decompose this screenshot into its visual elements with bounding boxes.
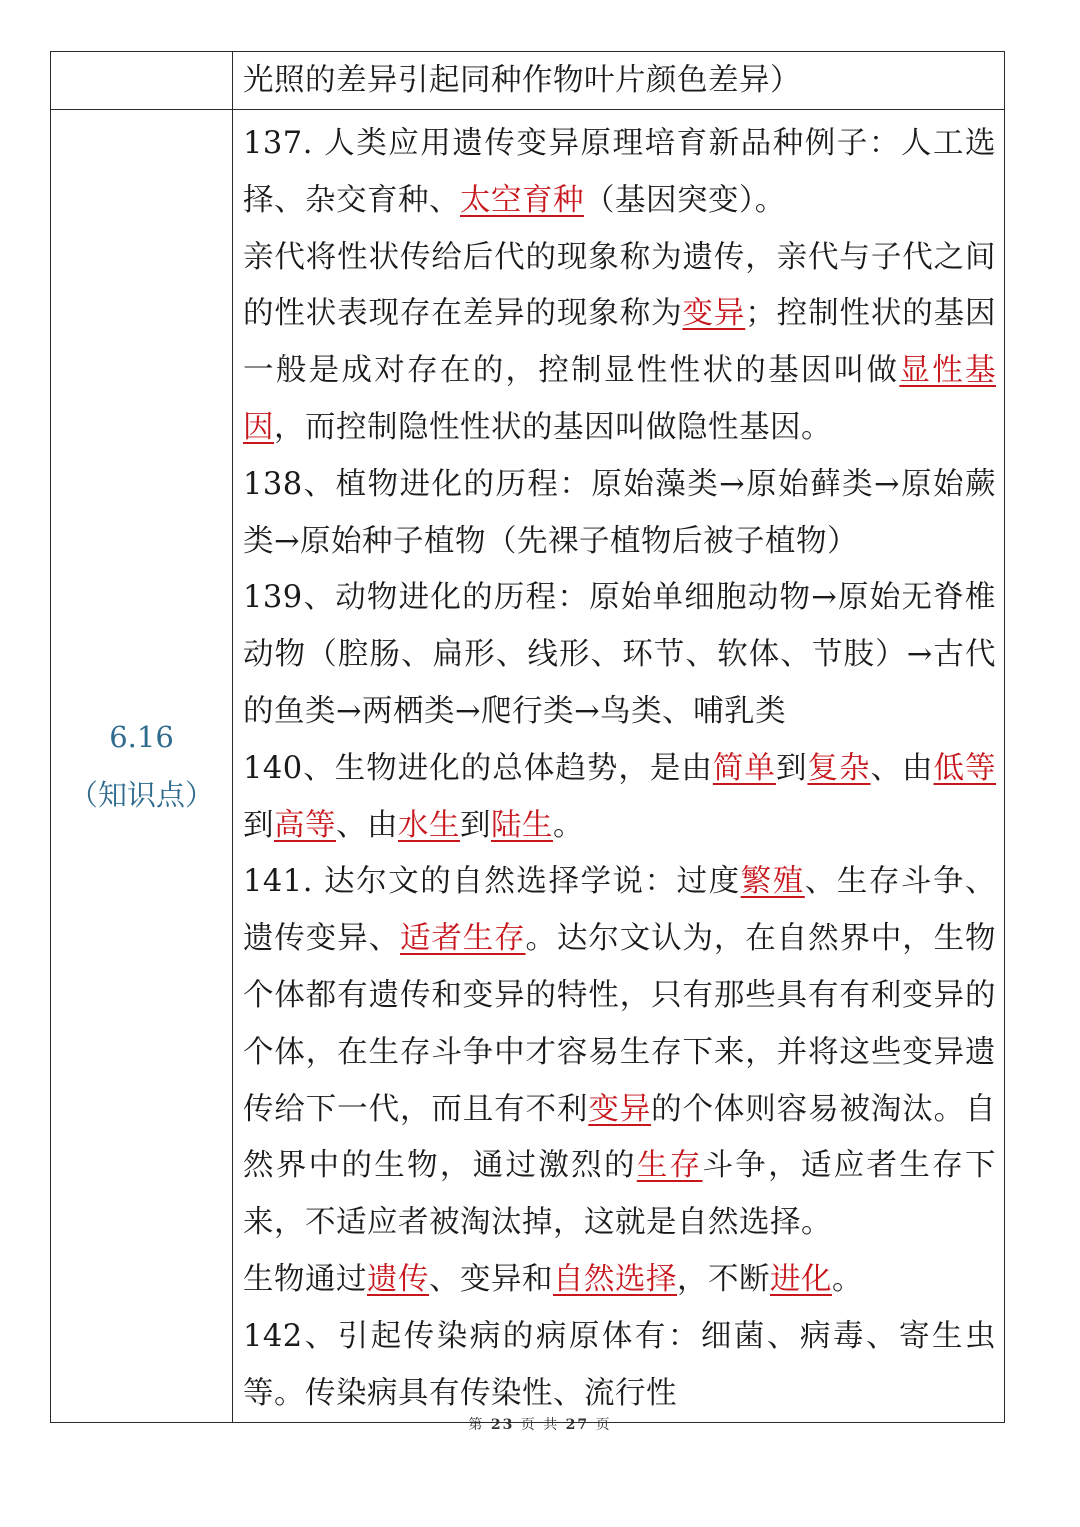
highlight: 繁殖 xyxy=(740,864,805,900)
point-141: 141. 达尔文的自然选择学说：过度繁殖、生存斗争、遗传变异、适者生存。达尔文认为，在自然界中，生物个体都有遗传和变异的特性，只有那些具有有利变异的个体，在生存斗争中才容易生存下来，并将这些变异遗传给下一代，而且有不利变异的个体则容易被淘汰。自然界中的生物，通过激烈的生存斗争，适应者生存下来，不适应者被淘汰掉，这就是自然选择。 xyxy=(243,864,997,1241)
point-137: 137. 人类应用遗传变异原理培育新品种例子：人工选择、杂交育种、太空育种（基因突变）。 xyxy=(243,126,996,218)
point-139: 139、动物进化的历程：原始单细胞动物→原始无脊椎动物（腔肠、扁形、线形、环节、软体、节肢）→古代的鱼类→两栖类→爬行类→鸟类、哺乳类 xyxy=(243,580,996,729)
highlight: 生存 xyxy=(636,1148,703,1184)
page-total: 27 xyxy=(565,1417,590,1433)
highlight: 太空育种 xyxy=(460,182,584,218)
category-text: （知识点） xyxy=(68,778,214,812)
content-cell xyxy=(233,110,1005,1423)
page-footer: 第 23 页 共 27 页 xyxy=(468,1417,612,1433)
page-number: 23 xyxy=(490,1417,515,1433)
highlight: 变异 xyxy=(682,296,746,332)
knowledge-table xyxy=(50,51,1005,1423)
point-evolution: 生物通过遗传、变异和自然选择，不断进化。 xyxy=(243,1261,863,1297)
highlight: 简单 xyxy=(712,750,776,786)
point-138: 138、植物进化的历程：原始藻类→原始藓类→原始蕨类→原始种子植物（先裸子植物后被子植物） xyxy=(243,466,996,559)
highlight: 水生 xyxy=(398,807,460,843)
point-142: 142、引起传染病的病原体有：细菌、病毒、寄生虫等。传染病具有传染性、流行性 xyxy=(243,1318,996,1411)
highlight: 自然选择 xyxy=(553,1261,677,1297)
highlight: 适者生存 xyxy=(399,921,526,957)
content-cell xyxy=(233,52,1005,110)
highlight: 遗传 xyxy=(367,1261,429,1297)
highlight: 复杂 xyxy=(807,750,871,786)
date-cell-empty xyxy=(51,52,233,110)
knowledge-points xyxy=(233,110,1004,1422)
point-140: 140、生物进化的总体趋势，是由简单到复杂、由低等到高等、由水生到陆生。 xyxy=(243,750,997,843)
highlight: 显性基因 xyxy=(243,353,997,445)
table-row xyxy=(51,52,1005,110)
highlight: 低等 xyxy=(933,750,997,786)
date-cell xyxy=(51,110,233,1423)
date-text: 6.16 xyxy=(109,720,174,754)
highlight: 变异 xyxy=(588,1091,652,1127)
highlight: 陆生 xyxy=(491,807,553,843)
date-label xyxy=(51,708,232,824)
highlight: 高等 xyxy=(274,807,336,843)
table-row xyxy=(51,110,1005,1423)
highlight: 进化 xyxy=(770,1261,832,1297)
continued-text: 光照的差异引起同种作物叶片颜色差异） xyxy=(243,63,801,98)
point-heredity: 亲代将性状传给后代的现象称为遗传，亲代与子代之间的性状表现存在差异的现象称为变异；控制性状的基因一般是成对存在的，控制显性性状的基因叫做显性基因，而控制隐性性状的基因叫做隐性基因。 xyxy=(243,239,997,445)
